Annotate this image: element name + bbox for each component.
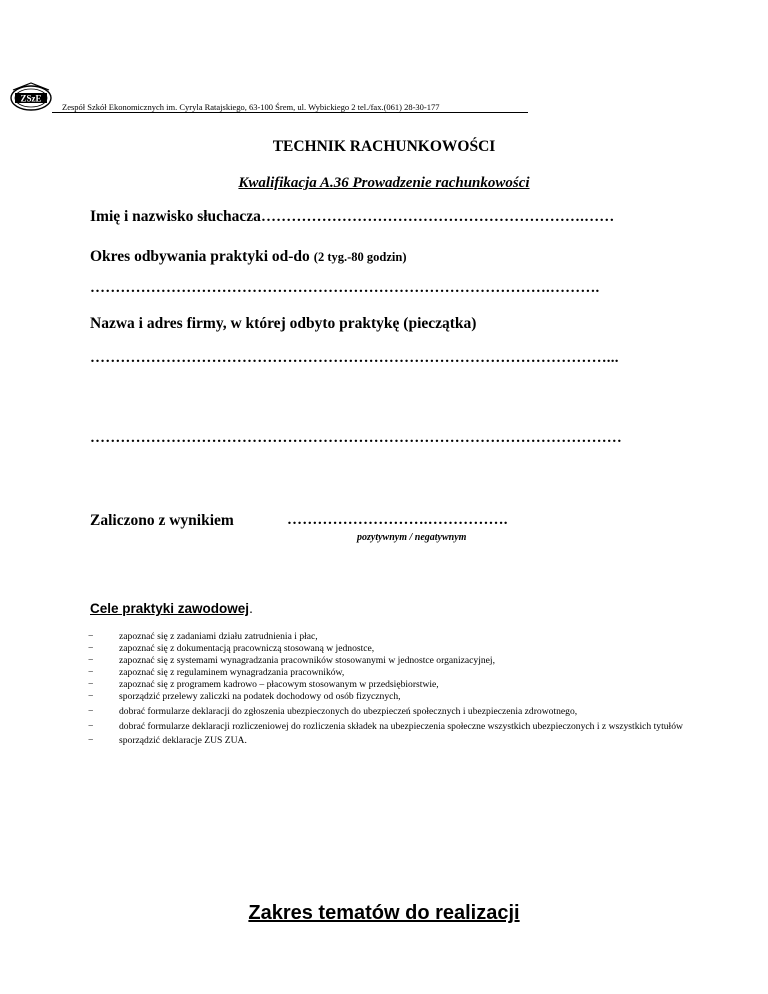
goal-text: sporządzić deklaracje ZUS ZUA. [119, 735, 247, 746]
goals-title-suffix: . [249, 601, 253, 616]
dash-bullet-icon: − [88, 667, 94, 678]
list-item [88, 706, 728, 718]
page-title: TECHNIK RACHUNKOWOŚCI [272, 138, 496, 155]
period-field[interactable]: ……………………………………………………………………………….………. [90, 280, 600, 296]
student-name-row [90, 208, 615, 226]
student-name-label: Imię i nazwisko słuchacza [90, 208, 261, 225]
goals-title: Cele praktyki zawodowej [90, 601, 250, 616]
dash-bullet-icon: − [88, 679, 94, 690]
goal-text: dobrać formularze deklaracji rozliczeniowej do rozliczenia składek na ubezpieczenia społeczne wszystkich ubezpieczonych i z wszystkich tytułów [119, 720, 683, 732]
dash-bullet-icon: − [88, 655, 94, 666]
school-logo [8, 80, 54, 114]
list-item [88, 721, 728, 733]
company-field-line-1[interactable]: …………………………………………………………………………………………... [90, 350, 619, 366]
dash-bullet-icon: − [88, 706, 94, 717]
result-options-note: pozytywnym / negatywnym [357, 532, 467, 543]
goal-text: zapoznać się z zadaniami działu zatrudnienia i płac, [119, 631, 318, 642]
dash-bullet-icon: − [88, 631, 94, 642]
dash-bullet-icon: − [88, 720, 94, 732]
header-divider [52, 112, 528, 113]
company-field-line-2[interactable]: …………………………………………………………………………………………… [90, 430, 622, 446]
goal-text: zapoznać się z regulaminem wynagradzania pracowników, [119, 667, 345, 678]
list-item [88, 679, 728, 691]
qualification-subtitle: Kwalifikacja A.36 Prowadzenie rachunkowości [238, 175, 530, 191]
goal-text: zapoznać się z programem kadrowo – płacowym stosowanym w przedsiębiorstwie, [119, 679, 439, 690]
result-label: Zaliczono z wynikiem [90, 512, 234, 529]
period-note: (2 tyg.-80 godzin) [313, 250, 407, 264]
goal-text: dobrać formularze deklaracji do zgłoszenia ubezpieczonych do ubezpieczeń społecznych i ubezpieczenia zdrowotnego, [119, 706, 578, 717]
school-address: Zespół Szkół Ekonomicznych im. Cyryla Ratajskiego, 63-100 Śrem, ul. Wybickiego 2 tel./fax.(061) 28-30-177 [62, 102, 440, 112]
period-label: Okres odbywania praktyki od-do [90, 248, 310, 265]
goal-text: zapoznać się z systemami wynagradzania pracowników stosowanymi w jednostce organizacyjnej, [119, 655, 495, 666]
list-item [88, 691, 728, 703]
list-item [88, 631, 728, 643]
list-item [88, 667, 728, 679]
goal-text: sporządzić przelewy zaliczki na podatek dochodowy od osób fizycznych, [119, 691, 401, 702]
dash-bullet-icon: − [88, 643, 94, 654]
goals-list [88, 631, 728, 747]
result-field[interactable]: ……………………….……………. [287, 512, 508, 528]
dash-bullet-icon: − [88, 691, 94, 702]
period-row [90, 248, 407, 266]
list-item [88, 643, 728, 655]
topics-heading: Zakres tematów do realizacji [248, 902, 520, 924]
company-label: Nazwa i adres firmy, w której odbyto praktykę (pieczątka) [90, 315, 477, 332]
list-item [88, 655, 728, 667]
student-name-field[interactable]: ……………………………………………………….…… [260, 209, 615, 225]
dash-bullet-icon: − [88, 735, 94, 746]
logo-text: ZSzE [20, 93, 42, 104]
goals-heading [90, 600, 253, 618]
list-item [88, 735, 728, 747]
goal-text: zapoznać się z dokumentacją pracowniczą stosowaną w jednostce, [119, 643, 375, 654]
